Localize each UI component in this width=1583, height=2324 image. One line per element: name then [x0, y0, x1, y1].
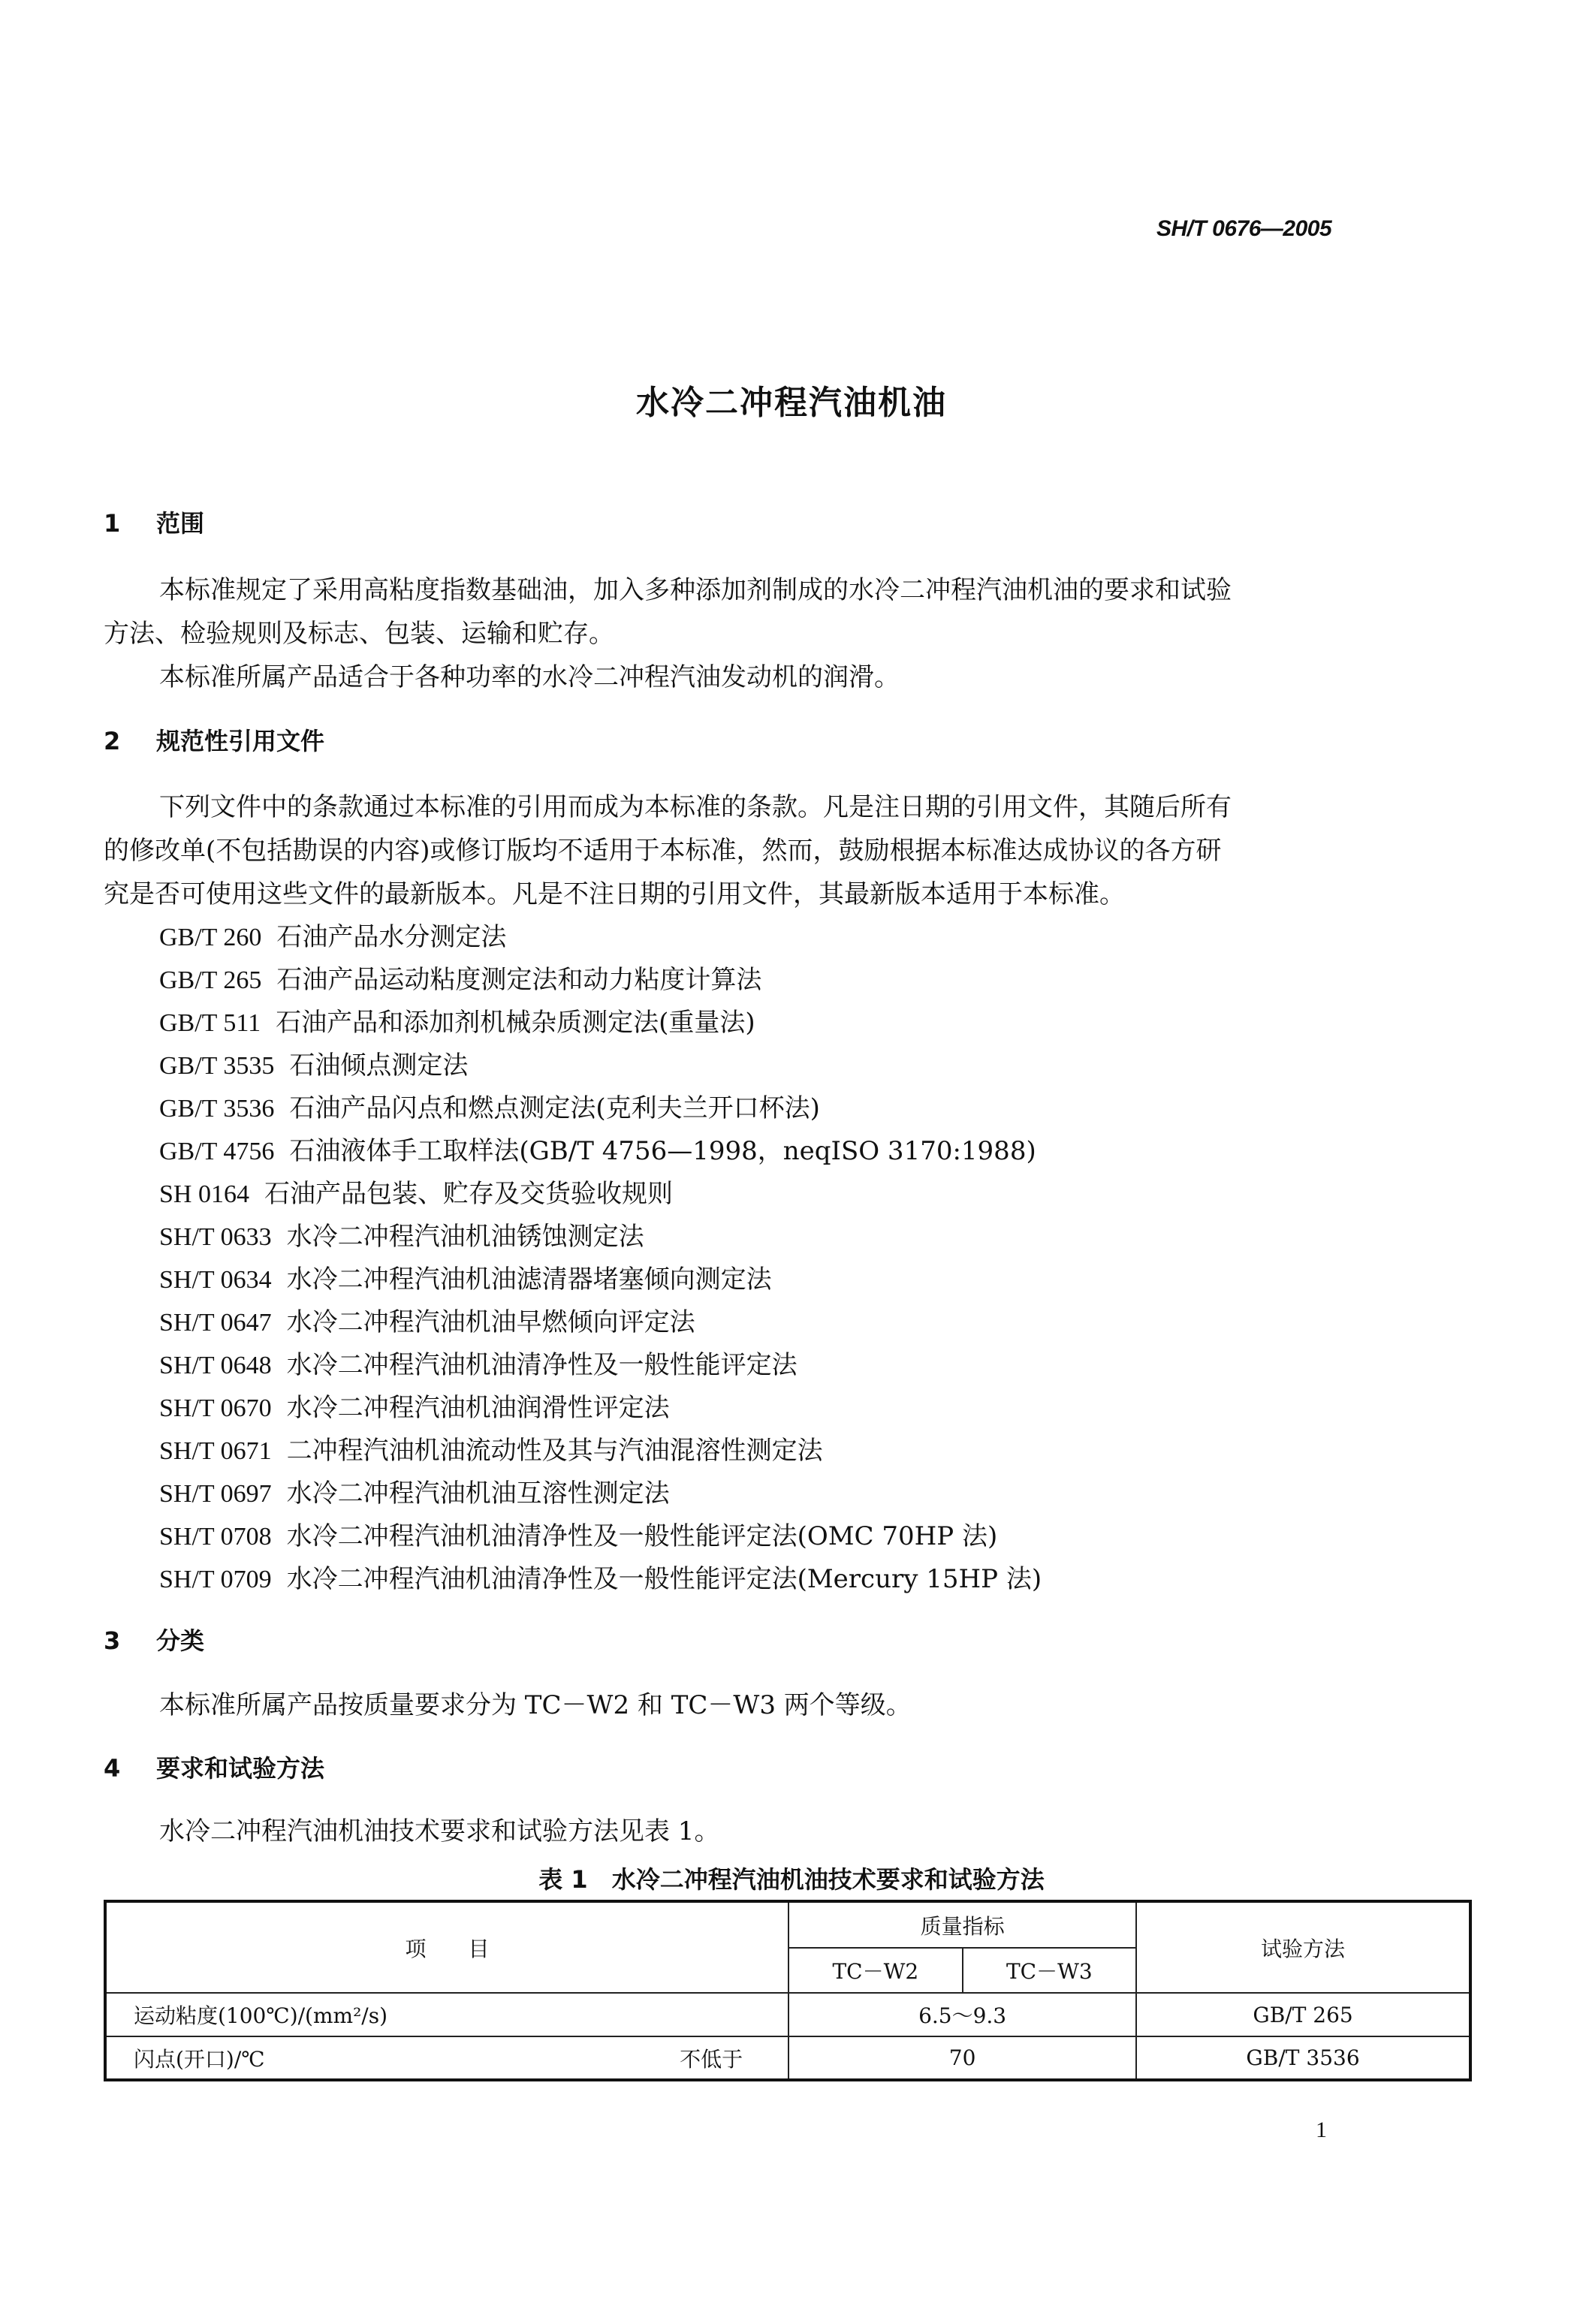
- reference-code: SH/T 0633: [159, 1223, 272, 1251]
- reference-name: 水冷二冲程汽油机油互溶性测定法: [286, 1478, 670, 1509]
- reference-item: [159, 959, 761, 996]
- header-grade-tcw3: TC－W3: [963, 1948, 1136, 1993]
- section-number: 2: [104, 727, 121, 755]
- table-caption-title: 水冷二冲程汽油机油技术要求和试验方法: [611, 1865, 1045, 1894]
- row-item-label: 闪点(开口)/℃: [134, 2046, 265, 2072]
- reference-code: SH 0164: [159, 1180, 249, 1208]
- paragraph: 方法、检验规则及标志、包装、运输和贮存。: [104, 619, 614, 649]
- reference-item: [159, 1515, 997, 1552]
- reference-name: 石油产品运动粘度测定法和动力粘度计算法: [276, 965, 762, 995]
- spec-table: [104, 1900, 1472, 2081]
- reference-name: 水冷二冲程汽油机油润滑性评定法: [286, 1393, 670, 1423]
- reference-item: [159, 1558, 1042, 1595]
- section-number: 1: [104, 509, 121, 538]
- reference-name: 水冷二冲程汽油机油滤清器堵塞倾向测定法: [286, 1264, 772, 1295]
- reference-code: GB/T 4756: [159, 1138, 275, 1165]
- reference-name: 石油产品闪点和燃点测定法(克利夫兰开口杯法): [289, 1093, 820, 1123]
- table-caption-number: 表 1: [538, 1865, 588, 1894]
- reference-item: [159, 916, 506, 953]
- reference-code: SH/T 0708: [159, 1523, 272, 1551]
- paragraph: 本标准所属产品适合于各种功率的水冷二冲程汽油发动机的润滑。: [159, 662, 900, 692]
- section-title: 规范性引用文件: [156, 727, 325, 755]
- row-value: 6.5～9.3: [788, 1993, 1136, 2036]
- table-caption: [0, 1861, 1583, 1895]
- reference-name: 石油产品和添加剂机械杂质测定法(重量法): [276, 1008, 755, 1038]
- section-title: 范围: [156, 509, 205, 538]
- reference-code: SH/T 0648: [159, 1352, 272, 1379]
- section-number: 3: [104, 1626, 121, 1655]
- reference-code: SH/T 0671: [159, 1437, 272, 1465]
- header-grade-tcw2: TC－W2: [788, 1948, 962, 1993]
- reference-code: SH/T 0709: [159, 1566, 272, 1593]
- header-quality: 质量指标: [788, 1901, 1136, 1948]
- reference-item: [159, 1472, 670, 1509]
- reference-item: [159, 1430, 823, 1466]
- reference-code: SH/T 0670: [159, 1394, 272, 1422]
- row-method: GB/T 265: [1136, 1993, 1470, 2036]
- reference-code: SH/T 0634: [159, 1266, 272, 1294]
- reference-item: [159, 1173, 673, 1210]
- header-method: 试验方法: [1136, 1901, 1470, 1993]
- row-limit: 不低于: [680, 2046, 743, 2072]
- section-title: 要求和试验方法: [156, 1754, 325, 1783]
- reference-item: [159, 1002, 755, 1038]
- reference-code: GB/T 260: [159, 924, 262, 951]
- reference-code: GB/T 511: [159, 1009, 261, 1037]
- row-item: [105, 1993, 788, 2036]
- row-method: GB/T 3536: [1136, 2036, 1470, 2080]
- paragraph: 的修改单(不包括勘误的内容)或修订版均不适用于本标准，然而，鼓励根据本标准达成协议的各方研: [104, 836, 1222, 866]
- reference-code: SH/T 0647: [159, 1309, 272, 1337]
- section-heading: [104, 1750, 324, 1784]
- document-code: SH/T 0676—2005: [1156, 216, 1332, 241]
- table-row: [105, 2036, 1470, 2080]
- reference-code: GB/T 3535: [159, 1052, 275, 1080]
- reference-name: 水冷二冲程汽油机油清净性及一般性能评定法(Mercury 15HP 法): [286, 1564, 1042, 1594]
- reference-name: 水冷二冲程汽油机油清净性及一般性能评定法(OMC 70HP 法): [286, 1521, 998, 1551]
- reference-code: SH/T 0697: [159, 1480, 272, 1508]
- reference-name: 石油液体手工取样法(GB/T 4756—1998，neqISO 3170:1988): [289, 1136, 1036, 1166]
- table-row: [105, 1993, 1470, 2036]
- reference-item: [159, 1216, 644, 1252]
- reference-name: 二冲程汽油机油流动性及其与汽油混溶性测定法: [286, 1436, 823, 1466]
- paragraph: 下列文件中的条款通过本标准的引用而成为本标准的条款。凡是注日期的引用文件，其随后所有: [159, 792, 1232, 822]
- reference-item: [159, 1087, 820, 1124]
- paragraph: 水冷二冲程汽油机油技术要求和试验方法见表 1。: [159, 1816, 720, 1846]
- reference-name: 水冷二冲程汽油机油清净性及一般性能评定法: [286, 1350, 798, 1380]
- reference-name: 石油产品包装、贮存及交货验收规则: [264, 1179, 673, 1209]
- paragraph: 本标准所属产品按质量要求分为 TC－W2 和 TC－W3 两个等级。: [159, 1690, 912, 1720]
- reference-name: 石油产品水分测定法: [276, 922, 507, 952]
- row-item: [105, 2036, 788, 2080]
- section-heading: [104, 1622, 204, 1656]
- reference-name: 石油倾点测定法: [289, 1050, 469, 1081]
- reference-code: GB/T 3536: [159, 1095, 275, 1123]
- section-heading: [104, 505, 204, 539]
- reference-code: GB/T 265: [159, 966, 262, 994]
- reference-name: 水冷二冲程汽油机油锈蚀测定法: [286, 1222, 644, 1252]
- paragraph: 本标准规定了采用高粘度指数基础油，加入多种添加剂制成的水冷二冲程汽油机油的要求和试验: [159, 575, 1232, 605]
- reference-item: [159, 1258, 772, 1295]
- reference-item: [159, 1301, 695, 1338]
- document-title: 水冷二冲程汽油机油: [636, 384, 947, 422]
- reference-name: 水冷二冲程汽油机油早燃倾向评定法: [286, 1307, 695, 1337]
- row-item-label: 运动粘度(100℃)/(mm²/s): [134, 2003, 388, 2028]
- paragraph: 究是否可使用这些文件的最新版本。凡是不注日期的引用文件，其最新版本适用于本标准。: [104, 879, 1125, 909]
- header-item: 项 目: [105, 1901, 788, 1993]
- row-value: 70: [788, 2036, 1136, 2080]
- reference-item: [159, 1344, 798, 1381]
- reference-item: [159, 1130, 1036, 1167]
- reference-item: [159, 1387, 670, 1424]
- section-number: 4: [104, 1754, 121, 1783]
- section-title: 分类: [156, 1626, 205, 1655]
- reference-item: [159, 1044, 468, 1081]
- section-heading: [104, 722, 324, 757]
- page-number: 1: [1316, 2118, 1327, 2142]
